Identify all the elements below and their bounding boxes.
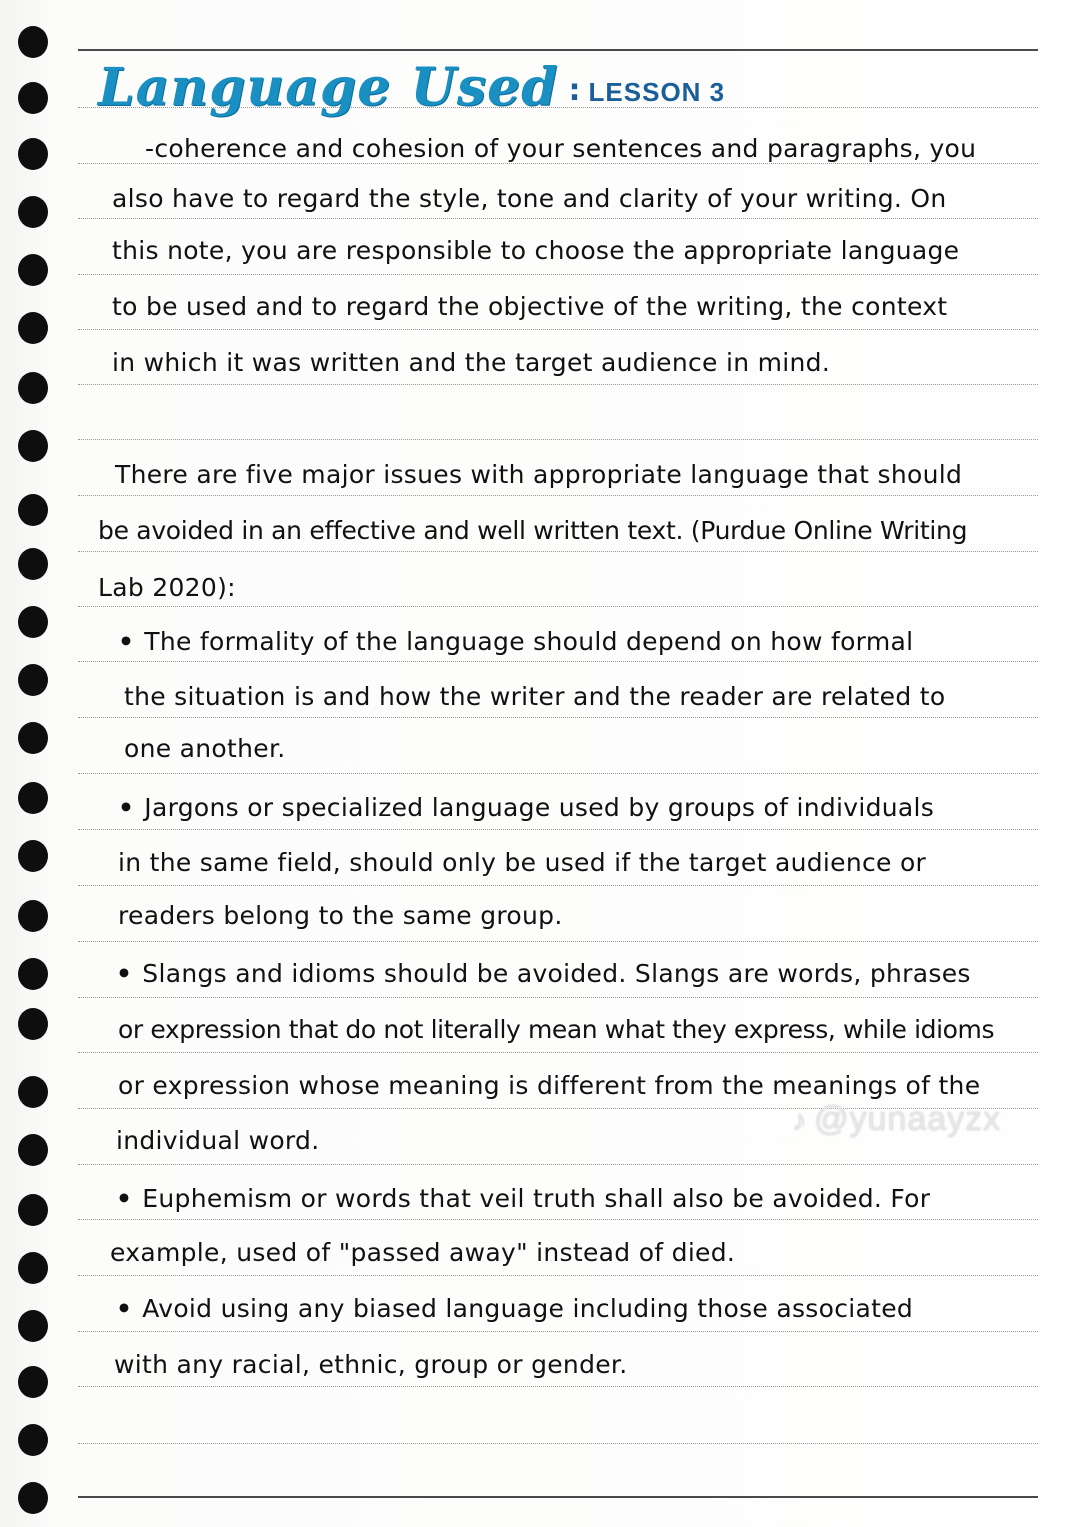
binder-hole-icon [18,1252,48,1284]
tiktok-logo-icon: ♪ [792,1104,808,1137]
title-separator: : [568,73,581,108]
binder-hole-icon [18,254,48,286]
bullet-icon: • [116,959,133,988]
ruled-line [78,661,1038,662]
bullet-icon: • [116,1294,133,1323]
ruled-line [78,384,1038,385]
binder-hole-icon [18,494,48,526]
paragraph-line: in which it was written and the target audience in mind. [112,348,831,377]
paragraph-line: be avoided in an effective and well written text. (Purdue Online Writing [98,516,968,545]
bullet-continuation: readers belong to the same group. [118,901,563,930]
ruled-line [78,1052,1038,1053]
bottom-margin-rule [78,1496,1038,1498]
binder-hole-icon [18,548,48,580]
bullet-icon: • [118,793,135,822]
bullet-continuation: or expression that do not literally mean what they express, while idioms [118,1015,995,1044]
binder-hole-icon [18,722,48,754]
bullet-continuation: the situation is and how the writer and the reader are related to [124,682,946,711]
binder-hole-icon [18,1134,48,1166]
paragraph-line: -coherence and cohesion of your sentences and paragraphs, you [145,134,977,163]
binder-hole-icon [18,82,48,114]
bullet-text: The formality of the language should depend on how formal [144,627,914,656]
paragraph-line: There are five major issues with appropriate language that should [115,460,963,489]
page-title [98,44,726,118]
ruled-line [78,1164,1038,1165]
paragraph-line: Lab 2020): [98,573,236,602]
binder-hole-icon [18,958,48,990]
ruled-line [78,439,1038,440]
paragraph-line: also have to regard the style, tone and clarity of your writing. On [112,184,947,213]
binder-hole-icon [18,196,48,228]
ruled-line [78,829,1038,830]
binder-hole-icon [18,1194,48,1226]
ruled-line [78,773,1038,774]
bullet-text: Avoid using any biased language including those associated [142,1294,914,1323]
ruled-line [78,1275,1038,1276]
ruled-line [78,1219,1038,1220]
bullet-continuation: in the same field, should only be used if the target audience or [118,848,927,877]
binder-hole-icon [18,312,48,344]
binder-hole-icon [18,606,48,638]
ruled-line [78,717,1038,718]
paragraph-line: this note, you are responsible to choose the appropriate language [112,236,960,265]
bullet-text: Euphemism or words that veil truth shall also be avoided. For [142,1184,931,1213]
bullet-item [118,629,913,654]
binder-hole-icon [18,1482,48,1514]
binder-hole-icon [18,900,48,932]
ruled-line [78,941,1038,942]
ruled-line [78,997,1038,998]
binder-hole-icon [18,1366,48,1398]
binder-hole-icon [18,1008,48,1040]
bullet-item [118,795,934,820]
bullet-continuation: with any racial, ethnic, group or gender. [114,1350,628,1379]
bullet-item [116,1186,930,1211]
bullet-text: Jargons or specialized language used by groups of individuals [144,793,935,822]
ruled-line [78,1386,1038,1387]
ruled-line [78,1331,1038,1332]
ruled-line [78,885,1038,886]
watermark [792,1100,1001,1139]
ruled-line [78,163,1038,164]
binder-hole-icon [18,840,48,872]
binder-hole-icon [18,372,48,404]
bullet-continuation: individual word. [116,1126,320,1155]
bullet-item [116,1296,913,1321]
ruled-line [78,606,1038,607]
binder-hole-icon [18,138,48,170]
title-main: Language Used [98,57,559,118]
binder-hole-icon [18,1076,48,1108]
binder-hole-icon [18,1310,48,1342]
bullet-continuation: example, used of "passed away" instead of died. [110,1238,736,1267]
lesson-label: LESSON 3 [588,77,726,107]
binder-hole-icon [18,430,48,462]
bullet-item [116,961,971,986]
binder-hole-icon [18,782,48,814]
binder-hole-icon [18,1424,48,1456]
binder-hole-icon [18,664,48,696]
binder-hole-icon [18,26,48,58]
ruled-line [78,495,1038,496]
bullet-text: Slangs and idioms should be avoided. Slangs are words, phrases [142,959,971,988]
ruled-line [78,218,1038,219]
bullet-continuation: one another. [124,734,286,763]
bullet-icon: • [116,1184,133,1213]
ruled-line [78,329,1038,330]
ruled-line [78,1443,1038,1444]
watermark-handle: @yunaayzx [814,1100,1002,1138]
ruled-line [78,274,1038,275]
paragraph-line: to be used and to regard the objective of the writing, the context [112,292,948,321]
ruled-line [78,551,1038,552]
bullet-continuation: or expression whose meaning is different from the meanings of the [118,1071,981,1100]
bullet-icon: • [118,627,135,656]
